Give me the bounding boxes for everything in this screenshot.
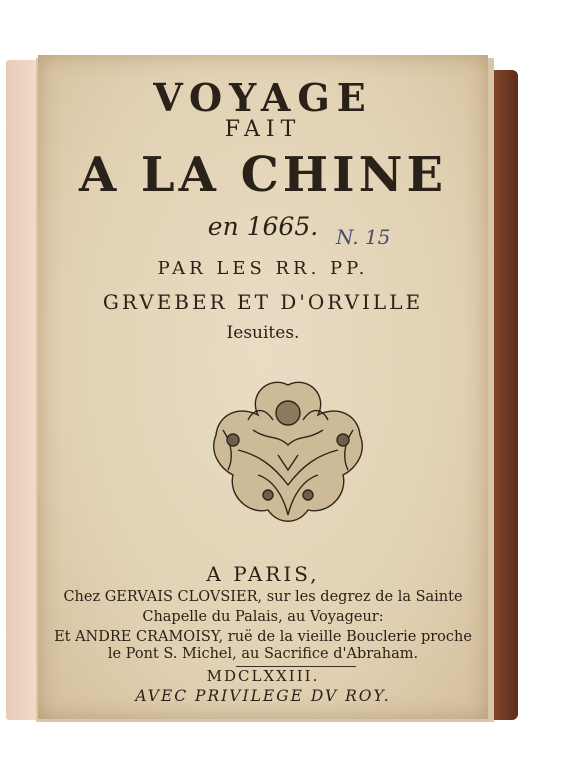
religious-order: Iesuites. [226,323,300,343]
title-page [38,55,488,719]
title-line-a-la-chine: A LA CHINE [78,147,448,203]
publisher-line-1: Chez GERVAIS CLOVSIER, sur les degrez de la Sainte [63,589,463,605]
handwritten-note: N. 15 [336,225,391,249]
publisher-line-3: Et ANDRE CRAMOISY, ruë de la vieille Bouclerie proche [54,629,472,645]
authors-names: GRVEBER ET D'ORVILLE [102,290,424,314]
publisher-line-4: le Pont S. Michel, au Sacrifice d'Abraham. [107,646,419,662]
imprint-date: MDCLXXIII. [206,667,320,685]
year-line: en 1665. [207,212,319,241]
title-line-voyage: VOYAGE [153,75,373,120]
title-line-fait: FAIT [224,117,302,142]
imprint-place: A PARIS, [206,562,320,586]
publisher-line-2: Chapelle du Palais, au Voyageur: [142,609,384,625]
floral-ornament-icon [198,375,378,535]
authors-intro: PAR LES RR. PP. [157,258,369,279]
privilege-line: AVEC PRIVILEGE DV ROY. [135,687,391,705]
